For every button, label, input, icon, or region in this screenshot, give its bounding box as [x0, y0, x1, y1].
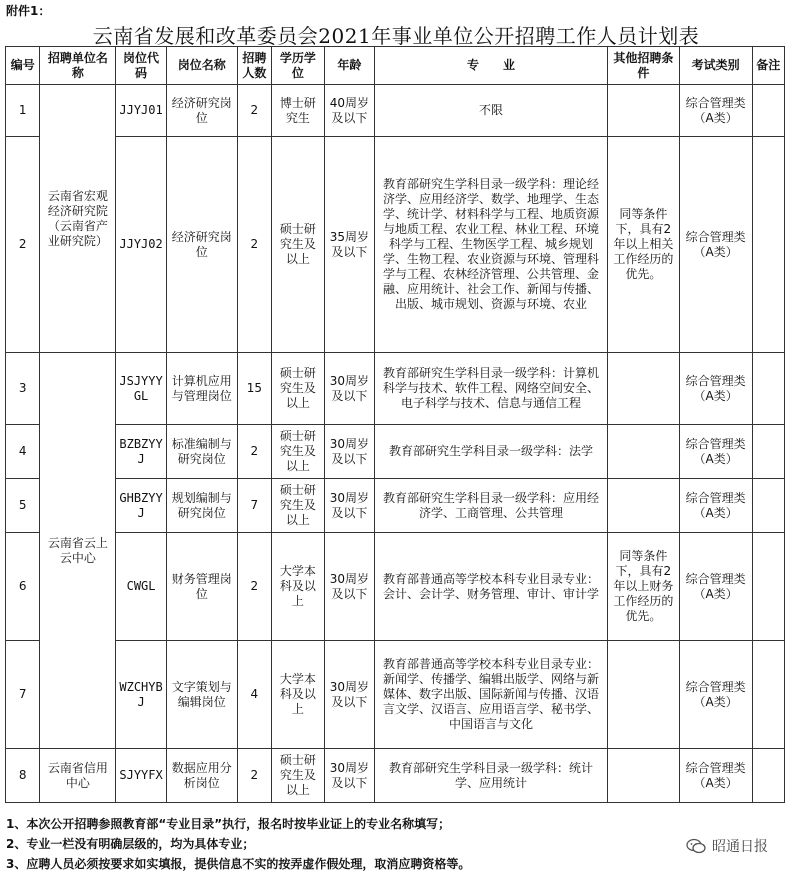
- education: 硕士研究生及以上: [272, 749, 325, 803]
- table-row: [6, 425, 785, 479]
- row-index: 5: [6, 479, 40, 533]
- row-index: 2: [6, 137, 40, 353]
- recruit-count: 2: [237, 425, 271, 479]
- header-age: 年龄: [324, 47, 375, 85]
- position-code: CWGL: [116, 533, 167, 641]
- exam-category: 综合管理类（A类）: [679, 533, 752, 641]
- education: 硕士研究生及以上: [272, 425, 325, 479]
- header-position: 岗位名称: [166, 47, 237, 85]
- remark-cell: [752, 353, 784, 425]
- major-requirement: 教育部研究生学科目录一级学科：统计学、应用统计: [375, 749, 608, 803]
- major-requirement: 教育部研究生学科目录一级学科：计算机科学与技术、软件工程、网络空间安全、电子科学与技术、信息与通信工程: [375, 353, 608, 425]
- table-row: [6, 137, 785, 353]
- education: 硕士研究生及以上: [272, 479, 325, 533]
- major-requirement: 教育部研究生学科目录一级学科：理论经济学、应用经济学、数学、地理学、生态学、统计学、材料科学与工程、地质资源与地质工程、农业工程、林业工程、环境科学与工程、生物医学工程、城乡规划学、生物工程、农业资源与环境、管理科学与工程、农林经济管理、公共管理、金融、应用统计、社会工作、新闻与传播、出版、城市规划、资源与环境、农业: [375, 137, 608, 353]
- recruit-count: 2: [237, 749, 271, 803]
- note-line: 1、本次公开招聘参照教育部“专业目录”执行，报名时按毕业证上的专业名称填写；: [6, 817, 451, 831]
- age-limit: 30周岁及以下: [324, 641, 375, 749]
- exam-category: 综合管理类（A类）: [679, 353, 752, 425]
- other-condition: [607, 479, 679, 533]
- major-requirement: 教育部研究生学科目录一级学科：应用经济学、工商管理、公共管理: [375, 479, 608, 533]
- remark-cell: [752, 425, 784, 479]
- note-line: 3、应聘人员必须按要求如实填报，提供信息不实的按弄虚作假处理，取消应聘资格等。: [6, 857, 471, 871]
- age-limit: 30周岁及以下: [324, 479, 375, 533]
- watermark-text: 昭通日报: [712, 839, 768, 855]
- education: 大学本科及以上: [272, 641, 325, 749]
- recruit-count: 2: [237, 85, 271, 137]
- age-limit: 35周岁及以下: [324, 137, 375, 353]
- header-index: 编号: [6, 47, 40, 85]
- page-title: 云南省发展和改革委员会2021年事业单位公开招聘工作人员计划表: [92, 24, 700, 48]
- unit-cell: 云南省云上云中心: [40, 353, 116, 749]
- major-requirement: 教育部普通高等学校本科专业目录专业：会计、会计学、财务管理、审计、审计学: [375, 533, 608, 641]
- table-row: [6, 353, 785, 425]
- remark-cell: [752, 479, 784, 533]
- position-name: 数据应用分析岗位: [166, 749, 237, 803]
- age-limit: 30周岁及以下: [324, 353, 375, 425]
- row-index: 7: [6, 641, 40, 749]
- table-row: [6, 85, 785, 137]
- age-limit: 30周岁及以下: [324, 533, 375, 641]
- other-condition: [607, 85, 679, 137]
- table-row: [6, 479, 785, 533]
- row-index: 4: [6, 425, 40, 479]
- header-count: 招聘人数: [237, 47, 271, 85]
- exam-category: 综合管理类（A类）: [679, 479, 752, 533]
- exam-category: 综合管理类（A类）: [679, 749, 752, 803]
- exam-category: 综合管理类（A类）: [679, 641, 752, 749]
- exam-category: 综合管理类（A类）: [679, 425, 752, 479]
- recruit-count: 2: [237, 533, 271, 641]
- header-remark: 备注: [752, 47, 784, 85]
- position-code: SJYYFX: [116, 749, 167, 803]
- header-exam: 考试类别: [679, 47, 752, 85]
- major-requirement: 教育部研究生学科目录一级学科：法学: [375, 425, 608, 479]
- age-limit: 30周岁及以下: [324, 425, 375, 479]
- table-row: [6, 533, 785, 641]
- wechat-icon: [686, 838, 706, 854]
- other-condition: [607, 641, 679, 749]
- notes-section: [6, 814, 470, 874]
- other-condition: 同等条件下，具有2年以上相关工作经历的优先。: [607, 137, 679, 353]
- table-row: [6, 641, 785, 749]
- row-index: 1: [6, 85, 40, 137]
- other-condition: [607, 425, 679, 479]
- remark-cell: [752, 641, 784, 749]
- position-name: 经济研究岗位: [166, 85, 237, 137]
- remark-cell: [752, 85, 784, 137]
- position-code: GHBZYYJ: [116, 479, 167, 533]
- row-index: 8: [6, 749, 40, 803]
- other-condition: [607, 353, 679, 425]
- age-limit: 30周岁及以下: [324, 749, 375, 803]
- unit-cell: 云南省信用中心: [40, 749, 116, 803]
- position-name: 财务管理岗位: [166, 533, 237, 641]
- other-condition: 同等条件下，具有2年以上财务工作经历的优先。: [607, 533, 679, 641]
- exam-category: 综合管理类（A类）: [679, 85, 752, 137]
- header-major: 专 业: [375, 47, 608, 85]
- header-other: 其他招聘条件: [607, 47, 679, 85]
- remark-cell: [752, 749, 784, 803]
- position-code: JJYJ02: [116, 137, 167, 353]
- annex-label: 附件1：: [6, 4, 51, 18]
- other-condition: [607, 749, 679, 803]
- education: 博士研究生: [272, 85, 325, 137]
- note-line: 2、专业一栏没有明确层级的，均为具体专业；: [6, 837, 255, 851]
- recruit-count: 4: [237, 641, 271, 749]
- unit-cell: 云南省宏观经济研究院（云南省产业研究院）: [40, 85, 116, 353]
- header-code: 岗位代码: [116, 47, 167, 85]
- position-name: 经济研究岗位: [166, 137, 237, 353]
- position-name: 文字策划与编辑岗位: [166, 641, 237, 749]
- position-name: 规划编制与研究岗位: [166, 479, 237, 533]
- header-unit: 招聘单位名称: [40, 47, 116, 85]
- position-name: 计算机应用与管理岗位: [166, 353, 237, 425]
- exam-category: 综合管理类（A类）: [679, 137, 752, 353]
- age-limit: 40周岁及以下: [324, 85, 375, 137]
- table-row: [6, 749, 785, 803]
- position-code: JSJYYYGL: [116, 353, 167, 425]
- remark-cell: [752, 533, 784, 641]
- recruit-count: 2: [237, 137, 271, 353]
- major-requirement: 教育部普通高等学校本科专业目录专业：新闻学、传播学、编辑出版学、网络与新媒体、数字出版、国际新闻与传播、汉语言文学、汉语言、应用语言学、秘书学、中国语言与文化: [375, 641, 608, 749]
- education: 硕士研究生及以上: [272, 137, 325, 353]
- major-requirement: 不限: [375, 85, 608, 137]
- header-education: 学历学位: [272, 47, 325, 85]
- position-code: JJYJ01: [116, 85, 167, 137]
- row-index: 6: [6, 533, 40, 641]
- remark-cell: [752, 137, 784, 353]
- position-code: WZCHYBJ: [116, 641, 167, 749]
- recruit-count: 7: [237, 479, 271, 533]
- watermark: [686, 836, 768, 856]
- education: 硕士研究生及以上: [272, 353, 325, 425]
- recruit-count: 15: [237, 353, 271, 425]
- row-index: 3: [6, 353, 40, 425]
- recruitment-plan-table: [5, 46, 785, 803]
- education: 大学本科及以上: [272, 533, 325, 641]
- position-code: BZBZYYJ: [116, 425, 167, 479]
- position-name: 标准编制与研究岗位: [166, 425, 237, 479]
